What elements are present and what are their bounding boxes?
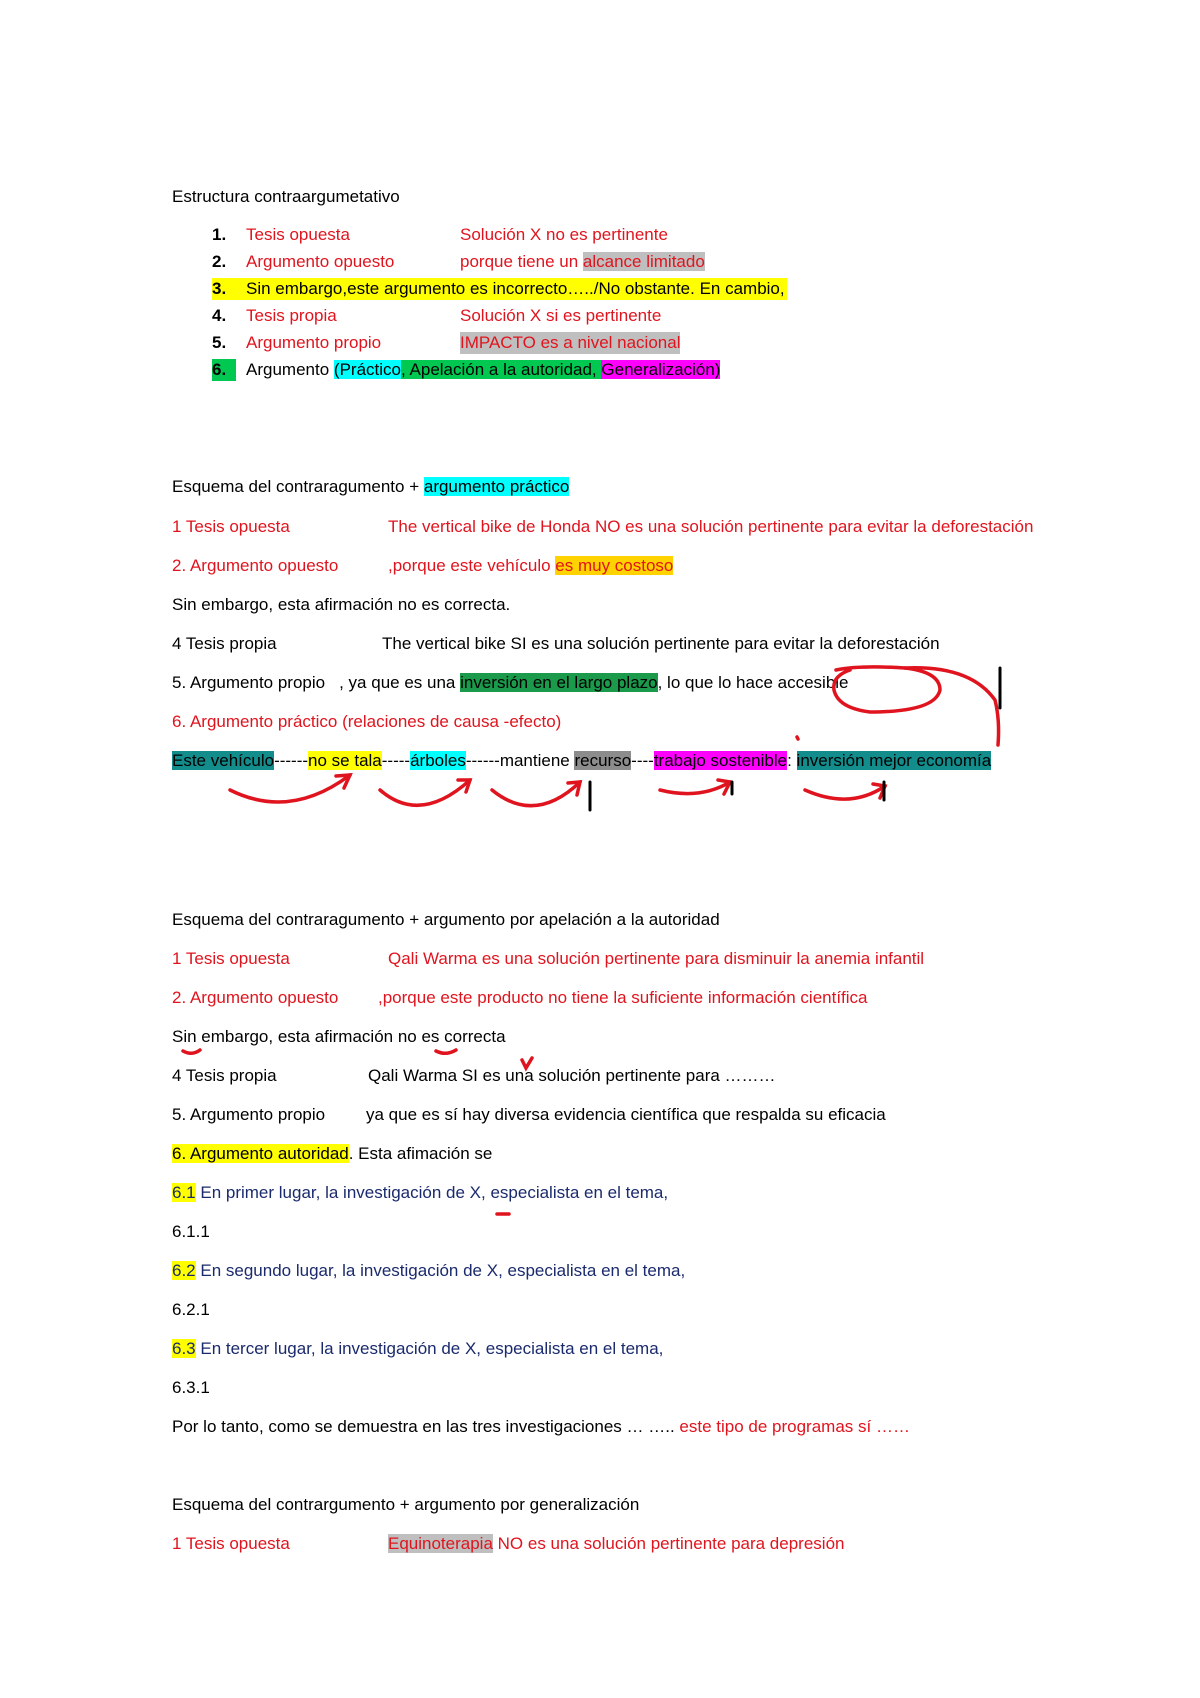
ink-circle-accesible (834, 667, 940, 712)
ink-arrowhead-4 (718, 780, 730, 794)
practico-tesis-opuesta-label: 1 Tesis opuesta (172, 517, 290, 536)
autoridad-sub-6-2: 6.2 En segundo lugar, la investigación de X, especialista en el tema, (172, 1261, 686, 1280)
generalizacion-tesis-opuesta-label: 1 Tesis opuesta (172, 1534, 290, 1553)
autoridad-sub-6-1-1: 6.1.1 (172, 1222, 210, 1241)
ink-arrowhead-5 (873, 784, 885, 798)
practico-sin-embargo: Sin embargo, esta afirmación no es correcta. (172, 595, 511, 614)
autoridad-tesis-propia-value: Qali Warma SI es una solución pertinente para ……… (368, 1066, 776, 1085)
autoridad-argumento-propio-label: 5. Argumento propio (172, 1105, 326, 1124)
autoridad-argumento-propio-value: ya que es sí hay diversa evidencia científica que respalda su eficacia (366, 1105, 886, 1124)
list-item: 5. Argumento propio (212, 333, 382, 352)
section-title-autoridad: Esquema del contraragumento + argumento por apelación a la autoridad (172, 910, 720, 929)
practico-argumento-opuesto-label: 2. Argumento opuesto (172, 556, 339, 575)
autoridad-sub-6-3: 6.3 En tercer lugar, la investigación de X, especialista en el tema, (172, 1339, 664, 1358)
ink-arrow-1 (230, 775, 350, 802)
practico-chain: Este vehículo------no se tala-----árboles------mantiene recurso----trabajo sostenible: inversión mejor economía (172, 751, 992, 770)
list-item: 4. Tesis propia (212, 306, 337, 325)
ink-connector (905, 668, 999, 745)
ink-arrow-2 (380, 780, 470, 805)
practico-tesis-propia-value: The vertical bike SI es una solución pertinente para evitar la deforestación (382, 634, 940, 653)
list-item-value: Solución X no es pertinente (460, 225, 668, 244)
ink-arrow-3 (492, 782, 580, 806)
list-item: 2. Argumento opuesto (212, 252, 395, 271)
autoridad-tesis-opuesta-label: 1 Tesis opuesta (172, 949, 290, 968)
autoridad-tesis-opuesta-value: Qali Warma es una solución pertinente para disminuir la anemia infantil (388, 949, 925, 968)
list-item: 3. Sin embargo,este argumento es incorrecto…../No obstante. En cambio, (212, 279, 785, 298)
practico-argumento-practico: 6. Argumento práctico (relaciones de causa -efecto) (172, 712, 562, 731)
list-item: 6. Argumento (Práctico, Apelación a la autoridad, Generalización) (212, 360, 721, 379)
generalizacion-tesis-opuesta-value: Equinoterapia NO es una solución pertinente para depresión (388, 1534, 845, 1553)
practico-argumento-opuesto-value: ,porque este vehículo es muy costoso (388, 556, 674, 575)
autoridad-sub-6-3-1: 6.3.1 (172, 1378, 210, 1397)
ink-arrow-5 (805, 786, 885, 799)
ink-underline-sin (183, 1050, 200, 1053)
practico-tesis-opuesta-value: The vertical bike de Honda NO es una solución pertinente para evitar la deforestación (388, 517, 1034, 536)
practico-argumento-propio: 5. Argumento propio , ya que es una inversión en el largo plazo, lo que lo hace accesible (172, 673, 849, 692)
autoridad-argumento-opuesto-label: 2. Argumento opuesto (172, 988, 339, 1007)
autoridad-sin-embargo: Sin embargo, esta afirmación no es correcta (172, 1027, 506, 1046)
ink-arrowhead-1 (336, 775, 350, 788)
autoridad-argumento-autoridad: 6. Argumento autoridad. Esta afimación se (172, 1144, 493, 1163)
ink-dot (797, 737, 798, 739)
ink-arrowhead-2 (458, 780, 470, 792)
autoridad-sub-6-2-1: 6.2.1 (172, 1300, 210, 1319)
list-item: 1. Tesis opuesta (212, 225, 350, 244)
list-item-value: porque tiene un alcance limitado (460, 252, 705, 271)
section-title-generalizacion: Esquema del contrargumento + argumento por generalización (172, 1495, 640, 1514)
autoridad-argumento-opuesto-value: ,porque este producto no tiene la suficiente información científica (378, 988, 868, 1007)
ink-arrow-4 (660, 782, 730, 794)
ink-arrowhead-3 (568, 782, 580, 795)
list-item-value: IMPACTO es a nivel nacional (460, 333, 681, 352)
autoridad-conclusion: Por lo tanto, como se demuestra en las tres investigaciones … ….. este tipo de programas sí …… (172, 1417, 910, 1436)
structure-title: Estructura contraargumetativo (172, 187, 400, 206)
autoridad-sub-6-1: 6.1 En primer lugar, la investigación de X, especialista en el tema, (172, 1183, 669, 1202)
list-item-value: Solución X si es pertinente (460, 306, 662, 325)
ink-underline-es (436, 1050, 456, 1053)
autoridad-tesis-propia-label: 4 Tesis propia (172, 1066, 277, 1085)
practico-tesis-propia-label: 4 Tesis propia (172, 634, 277, 653)
section-title-practico: Esquema del contraragumento + argumento práctico (172, 477, 570, 496)
